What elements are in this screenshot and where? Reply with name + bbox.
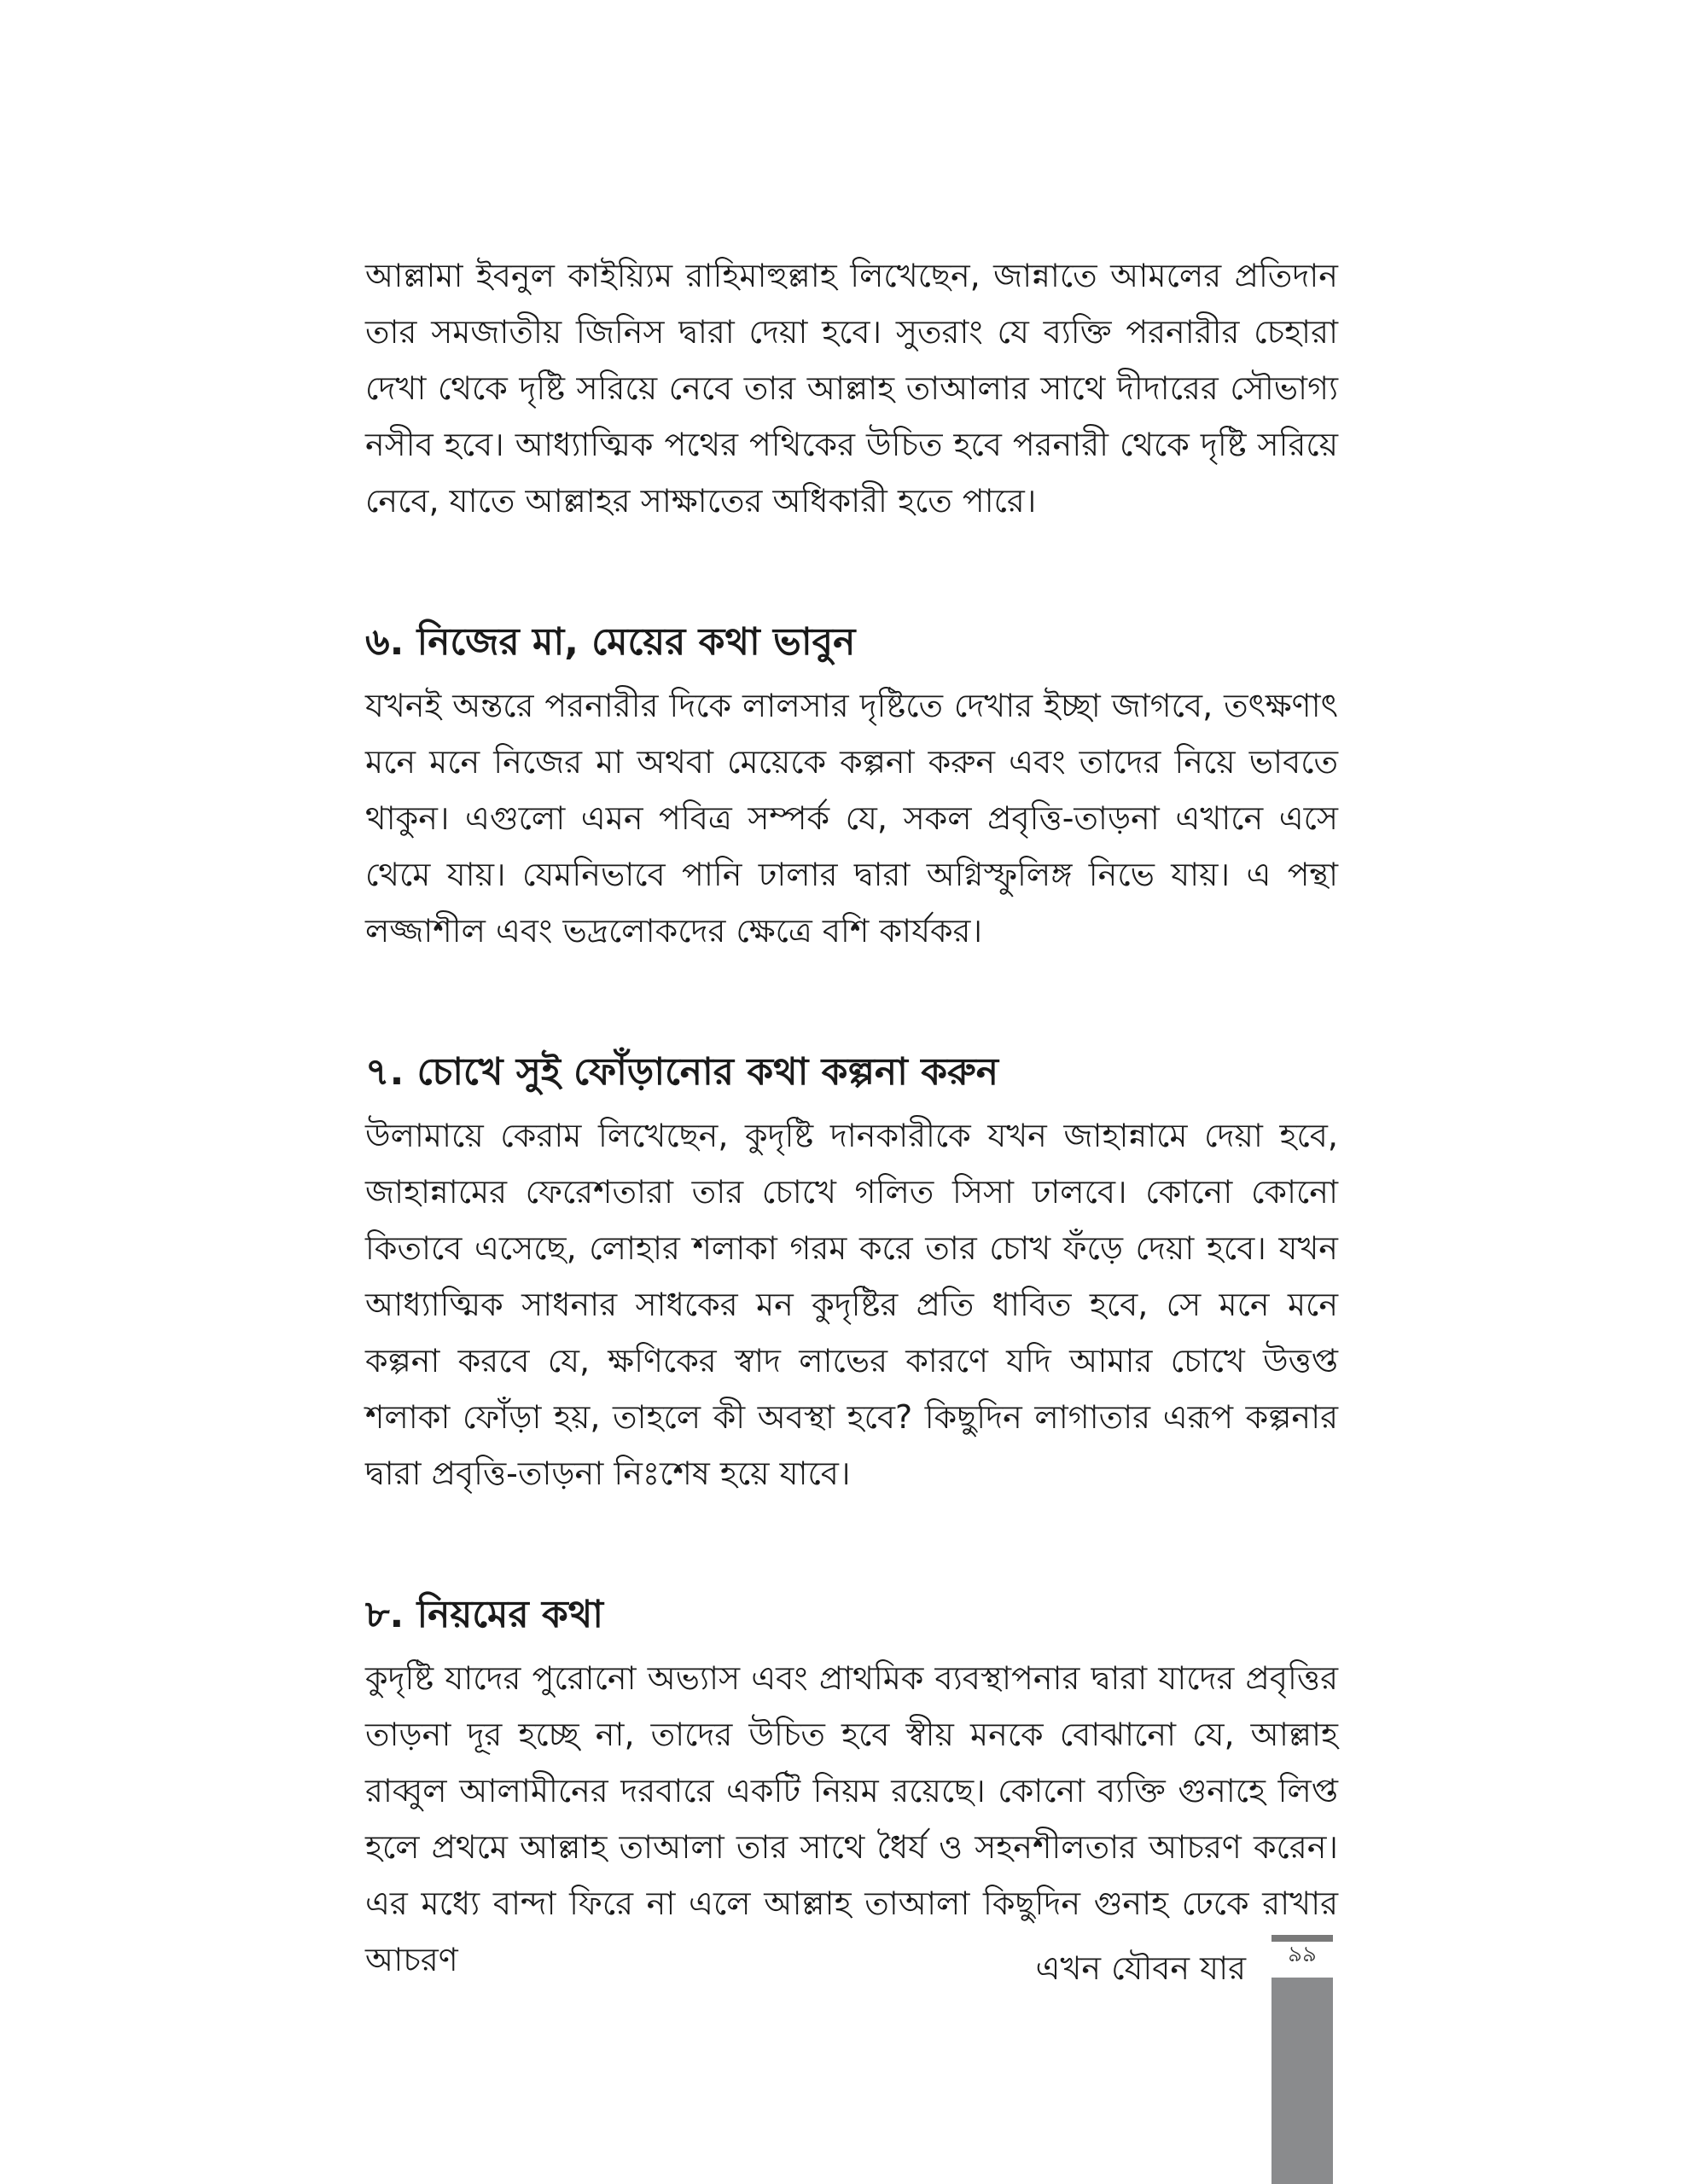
running-footer-book-title: এখন যৌবন যার (1035, 1949, 1246, 1987)
section-paragraph: কুদৃষ্টি যাদের পুরোনো অভ্যাস এবং প্রাথমিক ব্যবস্থাপনার দ্বারা যাদের প্রবৃত্তির তাড়না দূর হচ্ছে না, তাদের উচিত হবে স্বীয় মনকে বোঝানো যে, আল্লাহ রাব্বুল আলামীনের দরবারে একটি নিয়ম রয়েছে। কোনো ব্যক্তি গুনাহে লিপ্ত হলে প্রথমে আল্লাহ তাআলা তার সাথে ধৈর্য ও সহনশীলতার আচরণ করেন। এর মধ্যে বান্দা ফিরে না এলে আল্লাহ তাআলা কিছুদিন গুনাহ ঢেকে রাখার আচরণ (365, 1659, 1338, 1978)
section-paragraph: উলামায়ে কেরাম লিখেছেন, কুদৃষ্টি দানকারীকে যখন জাহান্নামে দেয়া হবে, জাহান্নামের ফেরেশতারা তার চোখে গলিত সিসা ঢালবে। কোনো কোনো কিতাবে এসেছে, লোহার শলাকা গরম করে তার চোখ ফঁড়ে দেয়া হবে। যখন আধ্যাত্মিক সাধনার সাধকের মন কুদৃষ্টির প্রতি ধাবিত হবে, সে মনে মনে কল্পনা করবে যে, ক্ষণিকের স্বাদ লাভের কারণে যদি আমার চোখে উত্তপ্ত শলাকা ফোঁড়া হয়, তাহলে কী অবস্থা হবে? কিছুদিন লাগাতার এরূপ কল্পনার দ্বারা প্রবৃত্তি-তাড়না নিঃশেষ হয়ে যাবে। (365, 1117, 1338, 1492)
section-heading: ৭. চোখে সুই ফোঁড়ানোর কথা কল্পনা করুন (365, 1050, 999, 1094)
section-6 (365, 614, 1338, 959)
section-heading: ৮. নিয়মের কথা (365, 1593, 604, 1636)
section-paragraph: যখনই অন্তরে পরনারীর দিকে লালসার দৃষ্টিতে দেখার ইচ্ছা জাগবে, তৎক্ষণাৎ মনে মনে নিজের মা অথবা মেয়েকে কল্পনা করুন এবং তাদের নিয়ে ভাবতে থাকুন। এগুলো এমন পবিত্র সম্পর্ক যে, সকল প্রবৃত্তি-তাড়না এখানে এসে থেমে যায়। যেমনিভাবে পানি ঢালার দ্বারা অগ্নিস্ফুলিঙ্গ নিভে যায়। এ পন্থা লজ্জাশীল এবং ভদ্রলোকদের ক্ষেত্রে বশি কার্যকর। (365, 687, 1338, 950)
section-7 (365, 1044, 1338, 1502)
section-heading: ৬. নিজের মা, মেয়ের কথা ভাবুন (365, 620, 856, 664)
page-body (365, 247, 1338, 1988)
page-edge-bar (1271, 1978, 1333, 2184)
section-8 (365, 1587, 1338, 1988)
intro-paragraph: আল্লামা ইবনুল কাইয়্যিম রাহিমাহুল্লাহ লিখেছেন, জান্নাতে আমলের প্রতিদান তার সমজাতীয় জিনিস দ্বারা দেয়া হবে। সুতরাং যে ব্যক্তি পরনারীর চেহারা দেখা থেকে দৃষ্টি সরিয়ে নেবে তার আল্লাহ তাআলার সাথে দীদারের সৌভাগ্য নসীব হবে। আধ্যাত্মিক পথের পথিকের উচিত হবে পরনারী থেকে দৃষ্টি সরিয়ে নেবে, যাতে আল্লাহর সাক্ষাতের অধিকারী হতে পারে। (365, 257, 1339, 520)
page-number: ৯৯ (1271, 1935, 1333, 1967)
